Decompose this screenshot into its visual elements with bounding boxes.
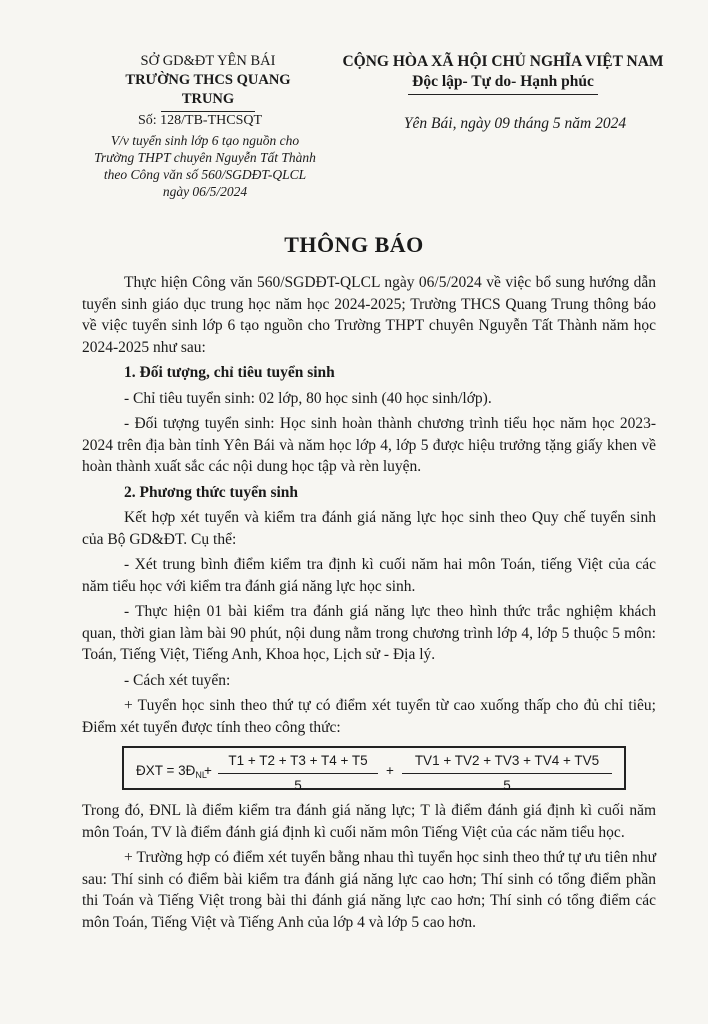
method-paragraph: Kết hợp xét tuyển và kiểm tra đánh giá năng lực học sinh theo Quy chế tuyển sinh của Bộ GD&ĐT. Cụ thể: bbox=[82, 509, 656, 548]
nation-name: CỘNG HÒA XÃ HỘI CHỦ NGHĨA VIỆT NAM bbox=[342, 53, 664, 70]
issuer-block bbox=[108, 52, 308, 112]
ranking-paragraph: + Tuyển học sinh theo thứ tự có điểm xét tuyển từ cao xuống thấp cho đủ chỉ tiêu; Điểm xét tuyển được tính theo công thức: bbox=[82, 697, 656, 736]
motto-underline bbox=[408, 94, 598, 95]
formula-fraction-math: $\frac{T1 + T2 + T3 + T4 + T5}{5}$ bbox=[218, 750, 378, 796]
formula-explanation: Trong đó, ĐNL là điểm kiểm tra đánh giá năng lực; T là điểm đánh giá định kì cuối năm môn Toán, TV là điểm đánh giá định kì cuối năm môn Tiếng Việt của các năm tiểu học. bbox=[82, 802, 656, 841]
method-item-3: - Cách xét tuyển: bbox=[124, 671, 231, 689]
document-number: Số: 128/TB-THCSQT bbox=[137, 113, 263, 128]
eligibility-paragraph: - Đối tượng tuyển sinh: Học sinh hoàn thành chương trình tiểu học năm học 2023-2024 trên địa bàn tỉnh Yên Bái và năm học lớp 4, lớp 5 được hiệu trưởng tặng giấy khen về hoàn thành xuất sắc các nội dung học tập và rèn luyện. bbox=[82, 415, 656, 475]
subject-line: Trường THPT chuyên Nguyễn Tất Thành bbox=[94, 150, 316, 165]
method-item-1: - Xét trung bình điểm kiểm tra định kì cuối năm hai môn Toán, tiếng Việt của các năm tiểu học với kiểm tra đánh giá năng lực học sinh. bbox=[82, 556, 656, 595]
formula-fraction-vietnamese: $\frac{TV1 + TV2 + TV3 + TV4 + TV5}{5}$ bbox=[402, 750, 612, 796]
place-date: Yên Bái, ngày 09 tháng 5 năm 2024 bbox=[403, 115, 627, 132]
method-item-2: - Thực hiện 01 bài kiểm tra đánh giá năng lực theo hình thức trắc nghiệm khách quan, thời gian làm bài 90 phút, nội dung nằm trong chương trình lớp 4, lớp 5 thuộc 5 môn: Toán, Tiếng Việt, Tiếng Anh, Khoa học, Lịch sử - Địa lý. bbox=[82, 603, 656, 663]
section-heading-2: 2. Phương thức tuyển sinh bbox=[124, 483, 299, 501]
quota-paragraph: - Chỉ tiêu tuyển sinh: 02 lớp, 80 học sinh (40 học sinh/lớp). bbox=[124, 389, 492, 407]
formula-plus: + bbox=[204, 763, 212, 778]
tie-break-paragraph: + Trường hợp có điểm xét tuyển bằng nhau thì tuyển học sinh theo thứ tự ưu tiên như sau: Thí sinh có điểm bài kiểm tra đánh giá năng lực cao hơn; Thí sinh có tổng điểm phần thi Toán và Tiếng Việt trong bài thi đánh giá năng lực cao hơn; Thí sinh có tổng điểm các môn Toán, Tiếng Việt và Tiếng Anh của lớp 4 và lớp 5 cao hơn. bbox=[82, 849, 656, 931]
formula-lhs: ĐXT = $3Đ_{NL}$ bbox=[136, 763, 207, 780]
score-formula bbox=[122, 746, 626, 793]
national-header bbox=[338, 52, 668, 95]
subject-line: theo Công văn số 560/SGDĐT-QLCL bbox=[103, 167, 307, 182]
subject-line: V/v tuyển sinh lớp 6 tạo nguồn cho bbox=[110, 133, 300, 148]
parent-agency: SỞ GD&ĐT YÊN BÁI bbox=[140, 53, 276, 69]
national-motto: Độc lập- Tự do- Hạnh phúc bbox=[412, 73, 594, 90]
school-name: TRƯỜNG THCS QUANG TRUNG bbox=[125, 72, 291, 107]
document-body bbox=[82, 272, 656, 937]
formula-plus: + bbox=[386, 763, 394, 778]
intro-paragraph: Thực hiện Công văn 560/SGDĐT-QLCL ngày 06/5/2024 về việc bổ sung hướng dẫn tuyển sinh giáo dục trung học năm học 2024-2025; Trường THCS Quang Trung thông báo về việc tuyển sinh lớp 6 tạo nguồn cho Trường THPT chuyên Nguyễn Tất Thành năm học 2024-2025 như sau: bbox=[82, 274, 656, 356]
document-title: THÔNG BÁO bbox=[284, 232, 424, 257]
subject-line: ngày 06/5/2024 bbox=[162, 184, 248, 199]
section-heading-1: 1. Đối tượng, chỉ tiêu tuyển sinh bbox=[124, 364, 335, 381]
document-subject bbox=[80, 132, 330, 200]
